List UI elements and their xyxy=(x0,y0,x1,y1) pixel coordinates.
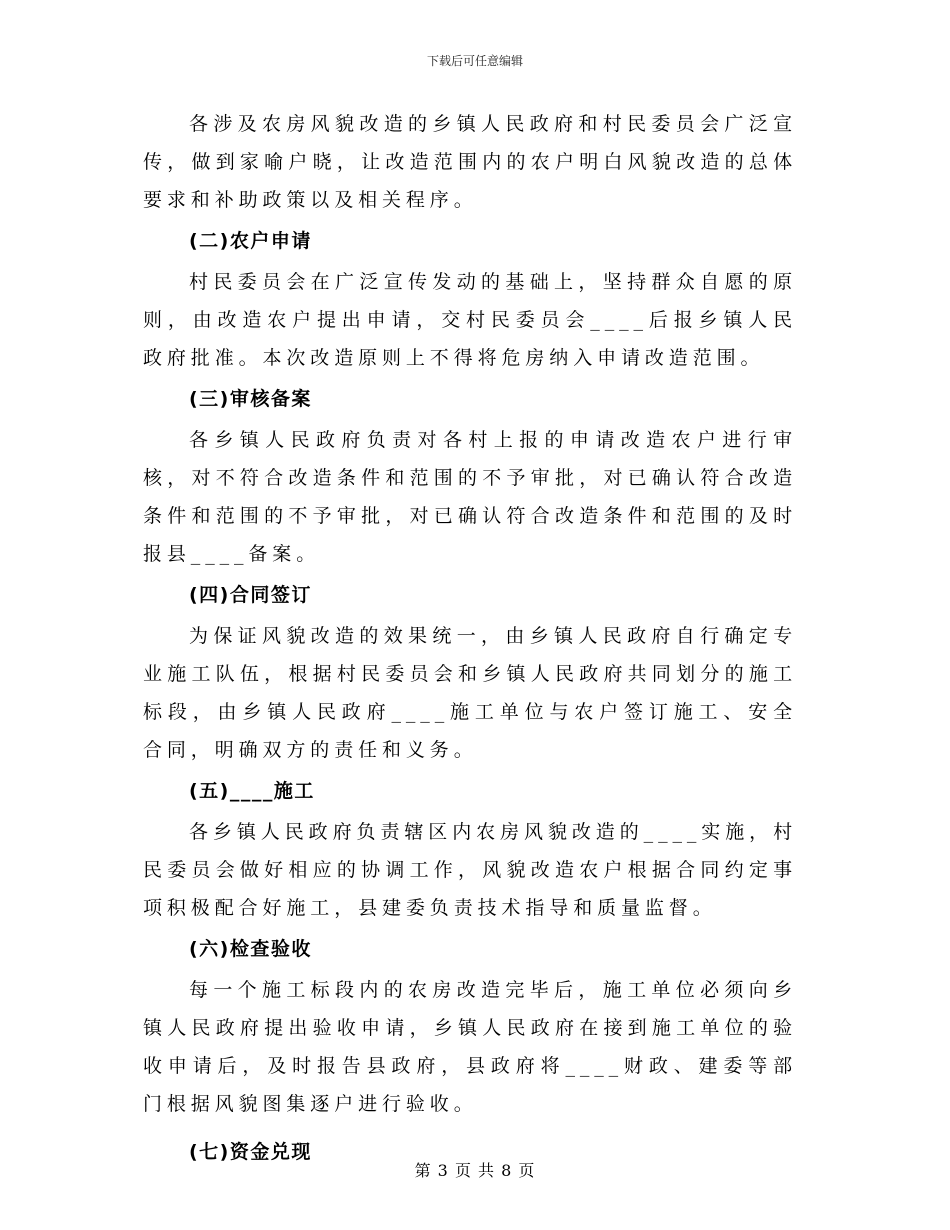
paragraph-contract-signing: 为保证风貌改造的效果统一，由乡镇人民政府自行确定专业施工队伍，根据村民委员会和乡镇人民政府共同划分的施工标段，由乡镇人民政府____施工单位与农户签订施工、安全合同，明确双方的责任和义务。 xyxy=(143,625,797,761)
paragraph-review-filing: 各乡镇人民政府负责对各村上报的申请改造农户进行审核，对不符合改造条件和范围的不予审批，对已确认符合改造条件和范围的不予审批，对已确认符合改造条件和范围的及时报县____备案。 xyxy=(143,429,797,565)
heading-inspection-acceptance: (六)检查验收 xyxy=(189,938,312,960)
paragraph-publicity: 各涉及农房风貌改造的乡镇人民政府和村民委员会广泛宣传，做到家喻户晓，让改造范围内的农户明白风貌改造的总体要求和补助政策以及相关程序。 xyxy=(143,113,797,211)
heading-review-filing: (三)审核备案 xyxy=(189,388,312,410)
document-body xyxy=(143,105,797,1174)
heading-contract-signing: (四)合同签订 xyxy=(189,584,312,606)
heading-fund-payment: (七)资金兑现 xyxy=(189,1141,312,1163)
paragraph-inspection-acceptance: 每一个施工标段内的农房改造完毕后，施工单位必须向乡镇人民政府提出验收申请，乡镇人民政府在接到施工单位的验收申请后，及时报告县政府，县政府将____财政、建委等部门根据风貌图集逐户进行验收。 xyxy=(143,979,797,1115)
page-number: 第 3 页 共 8 页 xyxy=(414,1161,536,1180)
heading-construction: (五)____施工 xyxy=(189,780,315,802)
page-header: 下载后可任意编辑 xyxy=(426,54,523,68)
paragraph-construction: 各乡镇人民政府负责辖区内农房风貌改造的____实施，村民委员会做好相应的协调工作，风貌改造农户根据合同约定事项积极配合好施工，县建委负责技术指导和质量监督。 xyxy=(143,821,797,919)
heading-farmer-application: (二)农户申请 xyxy=(189,230,312,252)
paragraph-farmer-application: 村民委员会在广泛宣传发动的基础上，坚持群众自愿的原则，由改造农户提出申请，交村民委员会____后报乡镇人民政府批准。本次改造原则上不得将危房纳入申请改造范围。 xyxy=(143,271,797,369)
